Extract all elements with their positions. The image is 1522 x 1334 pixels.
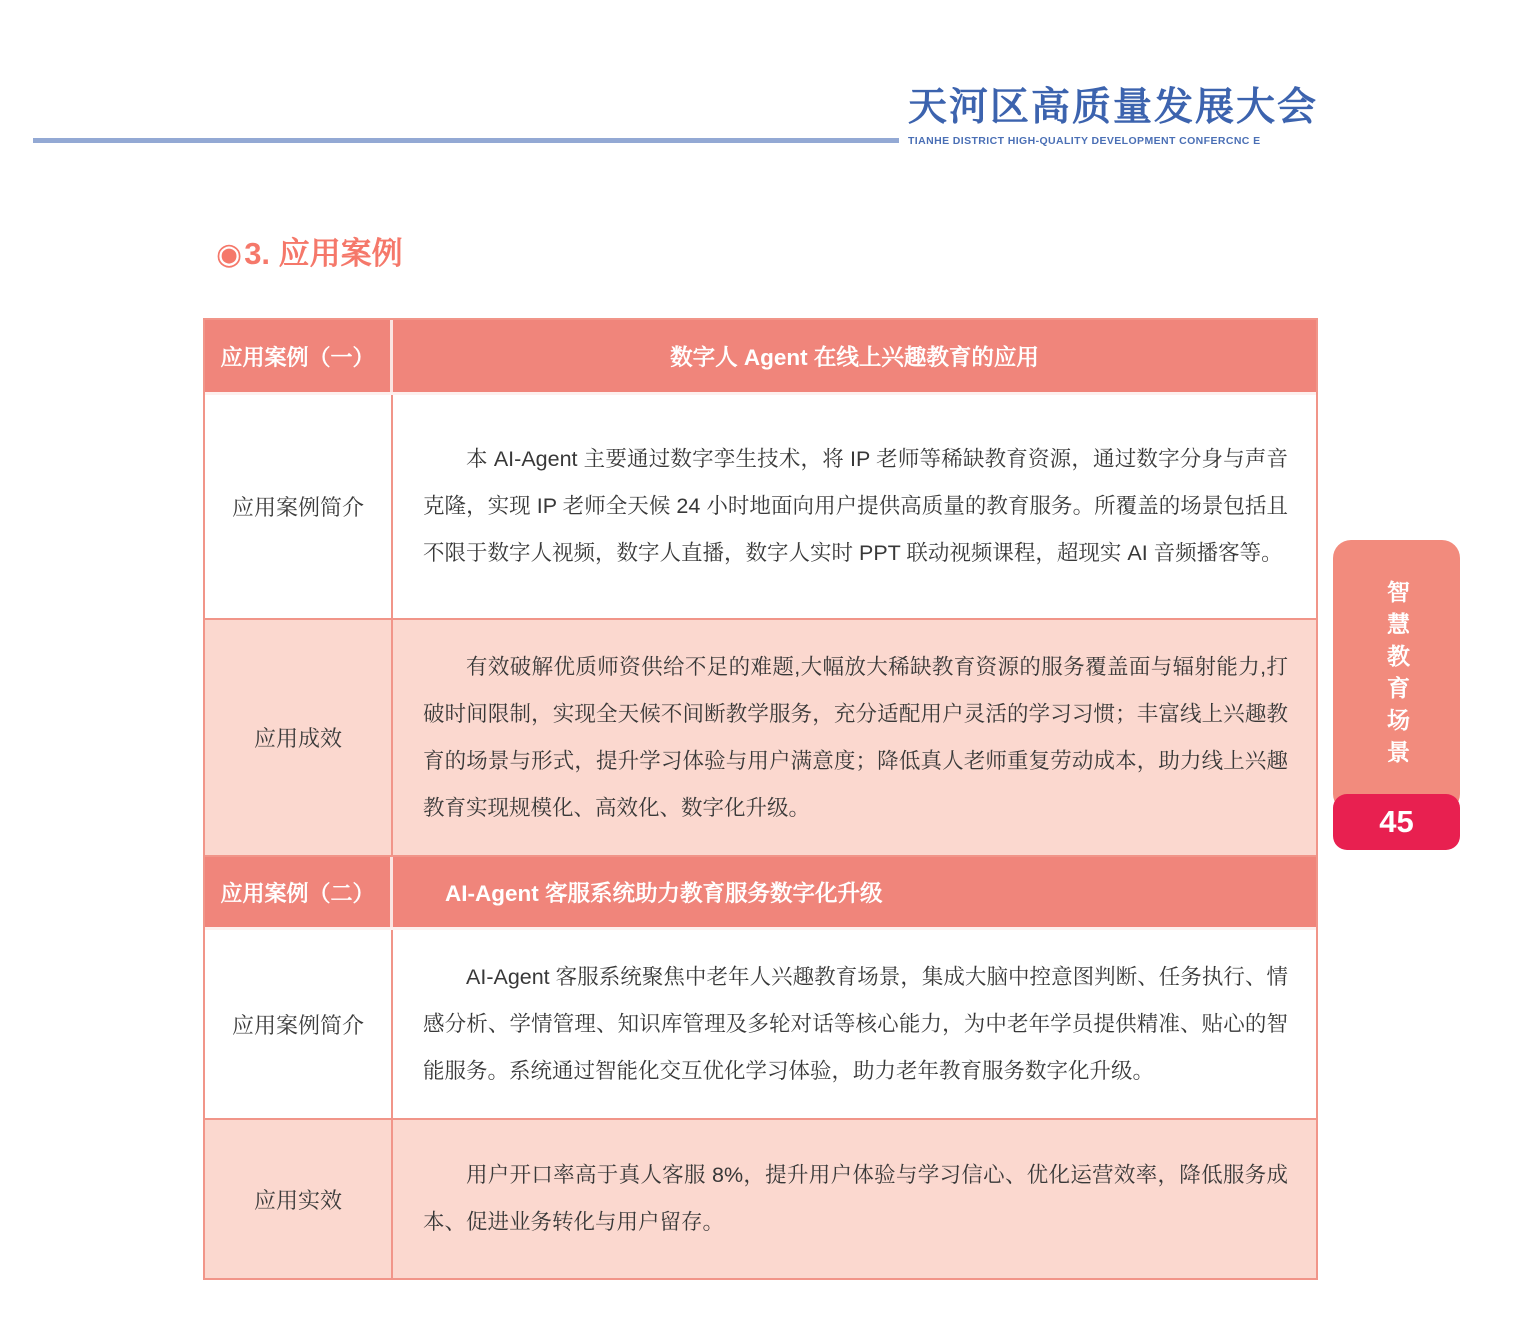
case2-results-cell bbox=[393, 1120, 1316, 1278]
case1-results-text: 有效破解优质师资供给不足的难题,大幅放大稀缺教育资源的服务覆盖面与辐射能力,打破时间限制，实现全天候不间断教学服务，充分适配用户灵活的学习习惯；丰富线上兴趣教育的场景与形式，提升学习体验与用户满意度；降低真人老师重复劳动成本，助力线上兴趣教育实现规模化、高效化、数字化升级。 bbox=[423, 654, 1288, 820]
case1-results-cell bbox=[393, 620, 1316, 855]
conference-logo-title: 天河区高质量发展大会 bbox=[907, 86, 1318, 129]
table-row-case1-header bbox=[205, 320, 1316, 392]
case2-header-label: 应用案例（二） bbox=[205, 857, 393, 927]
case2-intro-label: 应用案例简介 bbox=[205, 930, 393, 1118]
bullseye-bullet-icon: ◉ bbox=[216, 238, 243, 271]
table-row-case2-intro bbox=[205, 927, 1316, 1118]
case2-results-text: 用户开口率高于真人客服 8%，提升用户体验与学习信心、优化运营效率，降低服务成本、促进业务转化与用户留存。 bbox=[423, 1163, 1288, 1234]
conference-logo bbox=[908, 84, 1318, 147]
case2-intro-text: AI-Agent 客服系统聚焦中老年人兴趣教育场景，集成大脑中控意图判断、任务执行、情感分析、学情管理、知识库管理及多轮对话等核心能力，为中老年学员提供精准、贴心的智能服务。系统通过智能化交互优化学习体验，助力老年教育服务数字化升级。 bbox=[423, 964, 1288, 1083]
chapter-tab-label: 智慧教育场景 bbox=[1384, 580, 1410, 772]
conference-logo-subtitle: TIANHE DISTRICT HIGH-QUALITY DEVELOPMENT CONFERCNC E bbox=[907, 134, 1261, 147]
case1-results-label: 应用成效 bbox=[205, 620, 393, 855]
case2-intro-cell bbox=[393, 930, 1316, 1118]
case1-header-title: 数字人 Agent 在线上兴趣教育的应用 bbox=[670, 345, 1039, 370]
table-row-case2-header bbox=[205, 855, 1316, 927]
case2-header-title: AI-Agent 客服系统助力教育服务数字化升级 bbox=[445, 881, 883, 906]
section-title-text: 3. 应用案例 bbox=[244, 236, 403, 271]
chapter-tab-smart-education bbox=[1333, 540, 1460, 812]
header-rule bbox=[33, 138, 899, 143]
case1-intro-text: 本 AI-Agent 主要通过数字孪生技术，将 IP 老师等稀缺教育资源，通过数字分身与声音克隆，实现 IP 老师全天候 24 小时地面向用户提供高质量的教育服务。所覆盖的场景包括且不限于数字人视频，数字人直播，数字人实时 PPT 联动视频课程，超现实 AI 音频播客等。 bbox=[423, 447, 1288, 565]
case-study-table bbox=[203, 318, 1318, 1280]
page-number: 45 bbox=[1379, 804, 1414, 839]
case1-intro-label: 应用案例简介 bbox=[205, 395, 393, 618]
case1-intro-cell bbox=[393, 395, 1316, 618]
section-title bbox=[216, 228, 403, 273]
page-number-badge bbox=[1333, 794, 1460, 850]
table-row-case1-results bbox=[205, 618, 1316, 855]
case1-header-label: 应用案例（一） bbox=[205, 320, 393, 392]
table-row-case1-intro bbox=[205, 392, 1316, 618]
table-row-case2-results bbox=[205, 1118, 1316, 1278]
case2-results-label: 应用实效 bbox=[205, 1120, 393, 1278]
